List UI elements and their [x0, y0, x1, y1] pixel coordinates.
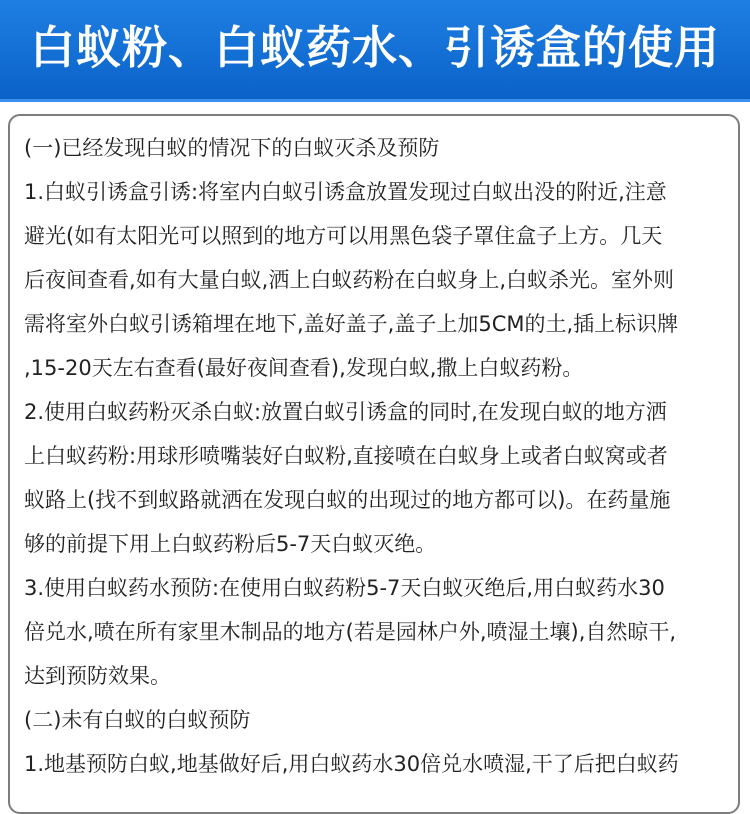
- instructions-text: [24, 126, 736, 786]
- paragraph-line: 1.白蚁引诱盒引诱:将室内白蚁引诱盒放置发现过白蚁出没的附近,注意: [24, 180, 667, 204]
- title-banner: [0, 0, 750, 102]
- paragraph-line: 倍兑水,喷在所有家里木制品的地方(若是园林户外,喷湿土壤),自然晾干,: [24, 620, 677, 644]
- paragraph-line: 够的前提下用上白蚁药粉后5-7天白蚁灭绝。: [24, 532, 437, 556]
- paragraph-line: ,15-20天左右查看(最好夜间查看),发现白蚁,撒上白蚁药粉。: [24, 356, 584, 380]
- paragraph-line: 1.地基预防白蚁,地基做好后,用白蚁药水30倍兑水喷湿,干了后把白蚁药: [24, 752, 679, 776]
- paragraph-line: 上白蚁药粉:用球形喷嘴装好白蚁粉,直接喷在白蚁身上或者白蚁窝或者: [24, 444, 668, 468]
- page-title: 白蚁粉、白蚁药水、引诱盒的使用: [29, 21, 720, 74]
- paragraph-line: 蚁路上(找不到蚁路就洒在发现白蚁的出现过的地方都可以)。在药量施: [24, 488, 671, 512]
- section-heading-2: (二)未有白蚁的白蚁预防: [24, 708, 251, 732]
- paragraph-line: 2.使用白蚁药粉灭杀白蚁:放置白蚁引诱盒的同时,在发现白蚁的地方洒: [24, 400, 667, 424]
- paragraph-line: 达到预防效果。: [24, 664, 171, 688]
- section-heading-1: (一)已经发现白蚁的情况下的白蚁灭杀及预防: [24, 136, 440, 160]
- paragraph-line: 后夜间查看,如有大量白蚁,洒上白蚁药粉在白蚁身上,白蚁杀光。室外则: [24, 268, 675, 292]
- paragraph-line: 避光(如有太阳光可以照到的地方可以用黑色袋子罩住盒子上方。几天: [24, 224, 663, 248]
- paragraph-line: 3.使用白蚁药水预防:在使用白蚁药粉5-7天白蚁灭绝后,用白蚁药水30: [24, 576, 665, 600]
- paragraph-line: 需将室外白蚁引诱箱埋在地下,盖好盖子,盖子上加5CM的土,插上标识牌: [24, 312, 679, 336]
